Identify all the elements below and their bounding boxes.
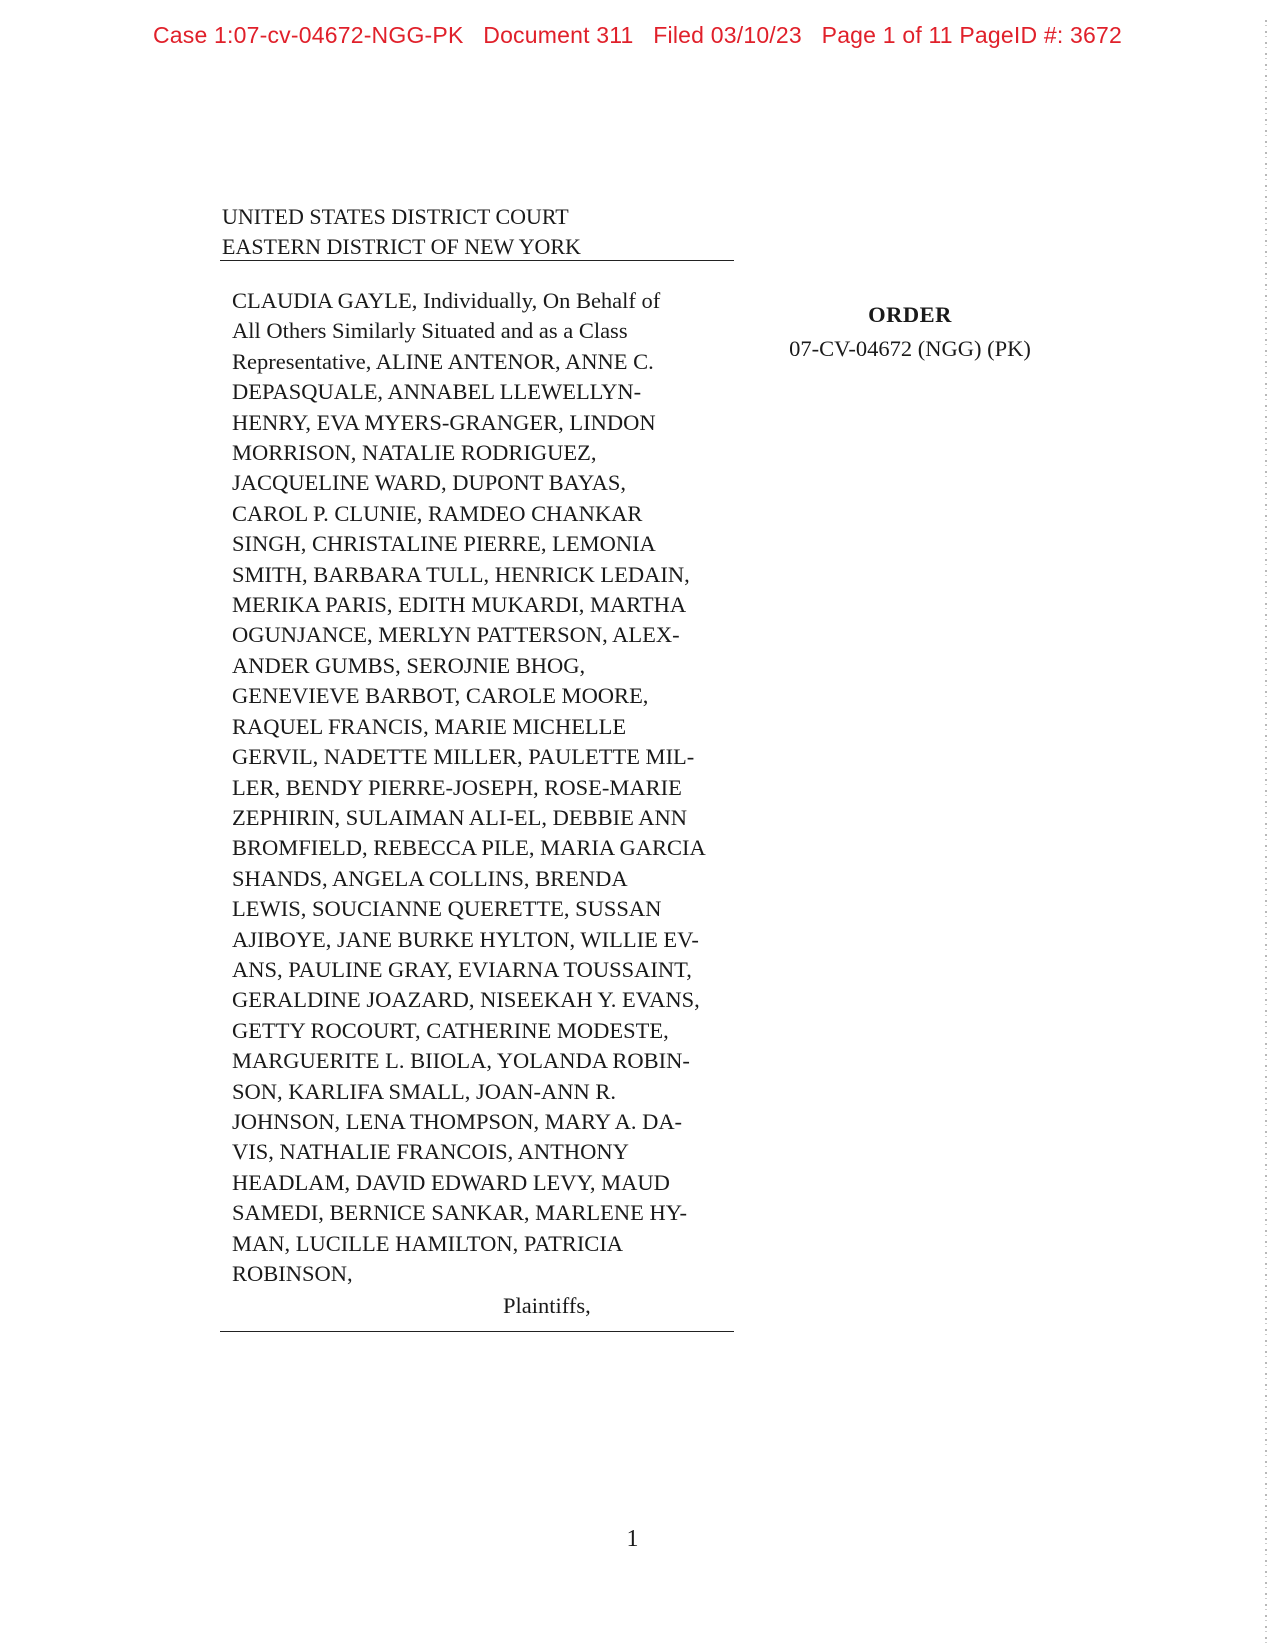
order-title: ORDER bbox=[868, 302, 952, 327]
caption-line: SHANDS, ANGELA COLLINS, BRENDA bbox=[232, 865, 628, 891]
caption-line: CAROL P. CLUNIE, RAMDEO CHANKAR bbox=[232, 500, 643, 526]
caption-line: HEADLAM, DAVID EDWARD LEVY, MAUD bbox=[232, 1169, 670, 1195]
caption-line: MAN, LUCILLE HAMILTON, PATRICIA bbox=[232, 1230, 624, 1256]
caption-line: JOHNSON, LENA THOMPSON, MARY A. DA- bbox=[232, 1108, 683, 1134]
caption-line: AJIBOYE, JANE BURKE HYLTON, WILLIE EV- bbox=[232, 926, 699, 952]
court-name-block bbox=[222, 202, 734, 262]
court-name-line-2: EASTERN DISTRICT OF NEW YORK bbox=[222, 234, 581, 259]
scan-edge-artifact bbox=[1265, 20, 1267, 1645]
case-caption-plaintiffs bbox=[232, 286, 732, 1289]
caption-line: LER, BENDY PIERRE-JOSEPH, ROSE-MARIE bbox=[232, 774, 682, 800]
caption-line: BROMFIELD, REBECCA PILE, MARIA GARCIA bbox=[232, 835, 706, 861]
caption-line: CLAUDIA GAYLE, Individually, On Behalf of bbox=[232, 288, 661, 313]
caption-line: SON, KARLIFA SMALL, JOAN-ANN R. bbox=[232, 1078, 616, 1104]
party-designation: Plaintiffs, bbox=[503, 1293, 591, 1318]
caption-line: DEPASQUALE, ANNABEL LLEWELLYN- bbox=[232, 379, 642, 405]
caption-line: GERALDINE JOAZARD, NISEEKAH Y. EVANS, bbox=[232, 987, 700, 1013]
docket-number: 07-CV-04672 (NGG) (PK) bbox=[789, 336, 1031, 361]
caption-line: MERIKA PARIS, EDITH MUKARDI, MARTHA bbox=[232, 592, 687, 618]
page-number: 1 bbox=[626, 1526, 639, 1552]
caption-line: MORRISON, NATALIE RODRIGUEZ, bbox=[232, 440, 597, 466]
caption-line: MARGUERITE L. BIIOLA, YOLANDA ROBIN- bbox=[232, 1048, 690, 1074]
caption-line: GETTY ROCOURT, CATHERINE MODESTE, bbox=[232, 1017, 669, 1043]
caption-line: All Others Similarly Situated and as a Class bbox=[232, 318, 628, 344]
caption-line: GERVIL, NADETTE MILLER, PAULETTE MIL- bbox=[232, 744, 695, 770]
caption-line: RAQUEL FRANCIS, MARIE MICHELLE bbox=[232, 713, 627, 739]
caption-line: SMITH, BARBARA TULL, HENRICK LEDAIN, bbox=[232, 561, 690, 587]
order-heading-block bbox=[740, 298, 1080, 366]
caption-line: HENRY, EVA MYERS-GRANGER, LINDON bbox=[232, 409, 656, 435]
caption-line: SAMEDI, BERNICE SANKAR, MARLENE HY- bbox=[232, 1200, 688, 1226]
caption-line: LEWIS, SOUCIANNE QUERETTE, SUSSAN bbox=[232, 896, 662, 922]
caption-line: ZEPHIRIN, SULAIMAN ALI-EL, DEBBIE ANN bbox=[232, 804, 687, 830]
caption-bottom-rule bbox=[220, 1331, 734, 1332]
ecf-filing-header: Case 1:07-cv-04672-NGG-PK Document 311 Filed 03/10/23 Page 1 of 11 PageID #: 3672 bbox=[152, 22, 1123, 48]
caption-top-rule bbox=[220, 260, 734, 261]
caption-line: ROBINSON, bbox=[232, 1261, 353, 1286]
caption-line: GENEVIEVE BARBOT, CAROLE MOORE, bbox=[232, 683, 649, 709]
caption-line: VIS, NATHALIE FRANCOIS, ANTHONY bbox=[232, 1139, 629, 1165]
caption-line: ANDER GUMBS, SEROJNIE BHOG, bbox=[232, 652, 586, 678]
caption-line: Representative, ALINE ANTENOR, ANNE C. bbox=[232, 348, 654, 374]
court-name-line-1: UNITED STATES DISTRICT COURT bbox=[222, 204, 569, 229]
caption-line: JACQUELINE WARD, DUPONT BAYAS, bbox=[232, 470, 627, 496]
caption-line: SINGH, CHRISTALINE PIERRE, LEMONIA bbox=[232, 531, 656, 557]
caption-line: OGUNJANCE, MERLYN PATTERSON, ALEX- bbox=[232, 622, 680, 648]
caption-line: ANS, PAULINE GRAY, EVIARNA TOUSSAINT, bbox=[232, 956, 692, 982]
